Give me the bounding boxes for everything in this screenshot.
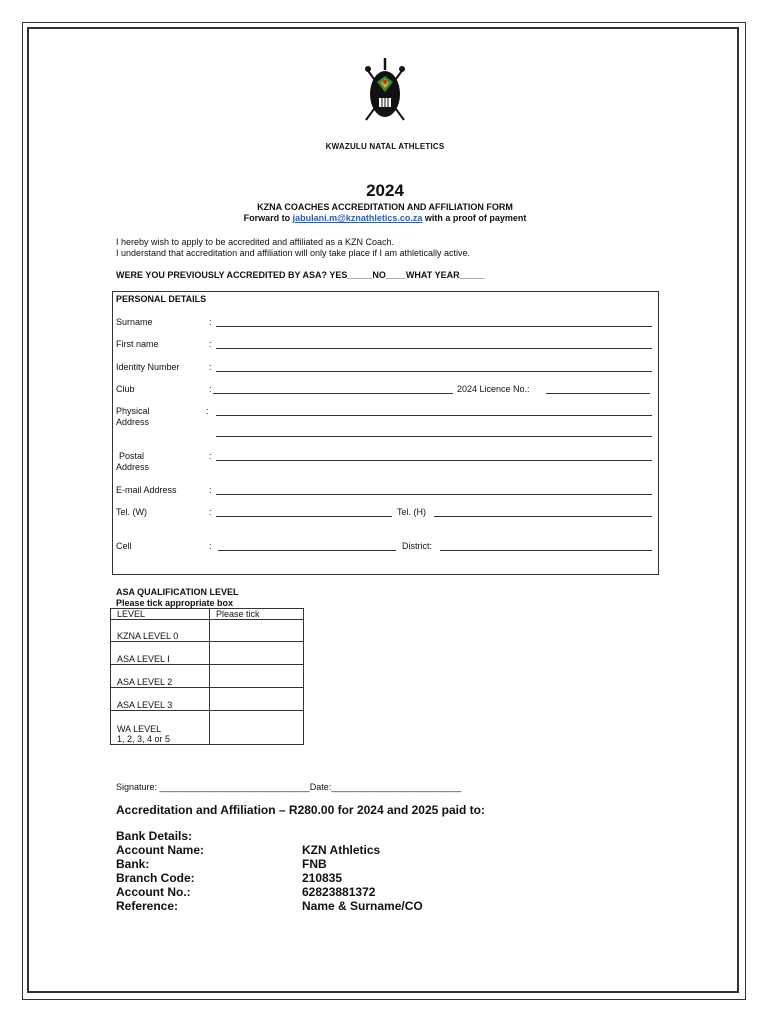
physical-address-label-2: Address: [116, 417, 150, 427]
first-name-colon: :: [209, 339, 212, 349]
level-cell: [111, 711, 210, 745]
kzna-shield-emblem-icon: [360, 58, 410, 126]
physical-address-colon: :: [206, 406, 209, 416]
surname-colon: :: [209, 317, 212, 327]
forward-suffix: with a proof of payment: [422, 213, 527, 223]
tick-box[interactable]: [210, 642, 304, 665]
table-row: [111, 711, 304, 745]
forward-prefix: Forward to: [243, 213, 293, 223]
club-label: Club: [116, 384, 135, 394]
identity-number-colon: :: [209, 362, 212, 372]
intro-line-2: I understand that accreditation and affiliation will only take place if I am athletically active.: [116, 248, 471, 258]
previous-accreditation-question: WERE YOU PREVIOUSLY ACCREDITED BY ASA? YES_____NO____WHAT YEAR_____: [116, 270, 485, 280]
level-cell: ASA LEVEL 3: [111, 688, 210, 711]
tick-box[interactable]: [210, 711, 304, 745]
bank-value-account-no: 62823881372: [302, 885, 376, 899]
first-name-label: First name: [116, 339, 159, 349]
physical-address-label-1: Physical: [116, 406, 150, 416]
club-field[interactable]: [213, 393, 453, 394]
bank-details-title: Bank Details:: [116, 829, 193, 843]
forward-instruction: [0, 213, 770, 223]
surname-label: Surname: [116, 317, 153, 327]
surname-field[interactable]: [216, 326, 652, 327]
table-row: [111, 665, 304, 688]
tel-h-label: Tel. (H): [397, 507, 426, 517]
email-colon: :: [209, 485, 212, 495]
tick-column-header: Please tick: [210, 609, 304, 620]
table-row: [111, 642, 304, 665]
table-row: [111, 688, 304, 711]
bank-value-branch-code: 210835: [302, 871, 343, 885]
level-cell: ASA LEVEL I: [111, 642, 210, 665]
organization-name: KWAZULU NATAL ATHLETICS: [325, 142, 445, 151]
bank-value-account-name: KZN Athletics: [302, 843, 381, 857]
tel-w-label: Tel. (W): [116, 507, 147, 517]
cell-label: Cell: [116, 541, 132, 551]
tel-h-field[interactable]: [434, 516, 652, 517]
bank-value-bank: FNB: [302, 857, 327, 871]
form-title: KZNA COACHES ACCREDITATION AND AFFILIATION FORM: [257, 202, 513, 212]
level-cell: KZNA LEVEL 0: [111, 620, 210, 642]
club-colon: :: [209, 384, 212, 394]
district-field[interactable]: [440, 550, 652, 551]
email-label: E-mail Address: [116, 485, 177, 495]
bank-label-account-no: Account No.:: [116, 885, 191, 899]
qualification-title: ASA QUALIFICATION LEVEL: [116, 587, 239, 597]
qualification-table: [110, 608, 304, 745]
wa-level-line-1: WA LEVEL: [117, 724, 162, 734]
postal-address-colon: :: [209, 451, 212, 461]
qualification-subtitle: Please tick appropriate box: [116, 598, 234, 608]
tel-w-colon: :: [209, 507, 212, 517]
signature-date-line: Signature: ______________________________Date:__________________________: [116, 782, 462, 792]
table-row: [111, 620, 304, 642]
email-field[interactable]: [216, 494, 652, 495]
bank-label-bank: Bank:: [116, 857, 150, 871]
tel-w-field[interactable]: [216, 516, 392, 517]
fee-statement: Accreditation and Affiliation – R280.00 for 2024 and 2025 paid to:: [116, 803, 485, 817]
bank-label-branch-code: Branch Code:: [116, 871, 195, 885]
qualification-header-row: [111, 609, 304, 620]
personal-details-title: PERSONAL DETAILS: [116, 294, 207, 304]
postal-address-label-2: Address: [116, 462, 150, 472]
identity-number-field[interactable]: [216, 371, 652, 372]
bank-value-reference: Name & Surname/CO: [302, 899, 423, 913]
bank-label-reference: Reference:: [116, 899, 179, 913]
licence-label: 2024 Licence No.:: [457, 384, 530, 394]
postal-address-field[interactable]: [216, 460, 652, 461]
district-label: District:: [402, 541, 432, 551]
cell-field[interactable]: [218, 550, 396, 551]
tick-box[interactable]: [210, 620, 304, 642]
level-column-header: LEVEL: [111, 609, 210, 620]
intro-line-1: I hereby wish to apply to be accredited and affiliated as a KZN Coach.: [116, 237, 394, 247]
cell-colon: :: [209, 541, 212, 551]
first-name-field[interactable]: [216, 348, 652, 349]
wa-level-line-2: 1, 2, 3, 4 or 5: [117, 734, 171, 744]
forward-email-link[interactable]: jabulani.m@kznathletics.co.za: [292, 213, 423, 223]
level-cell: ASA LEVEL 2: [111, 665, 210, 688]
bank-label-account-name: Account Name:: [116, 843, 205, 857]
tick-box[interactable]: [210, 665, 304, 688]
physical-address-field-1[interactable]: [216, 415, 652, 416]
identity-number-label: Identity Number: [116, 362, 180, 372]
form-year: 2024: [366, 181, 404, 200]
tick-box[interactable]: [210, 688, 304, 711]
personal-details-box: [112, 291, 659, 575]
physical-address-field-2[interactable]: [216, 436, 652, 437]
postal-address-label-1: Postal: [119, 451, 145, 461]
licence-field[interactable]: [546, 393, 650, 394]
